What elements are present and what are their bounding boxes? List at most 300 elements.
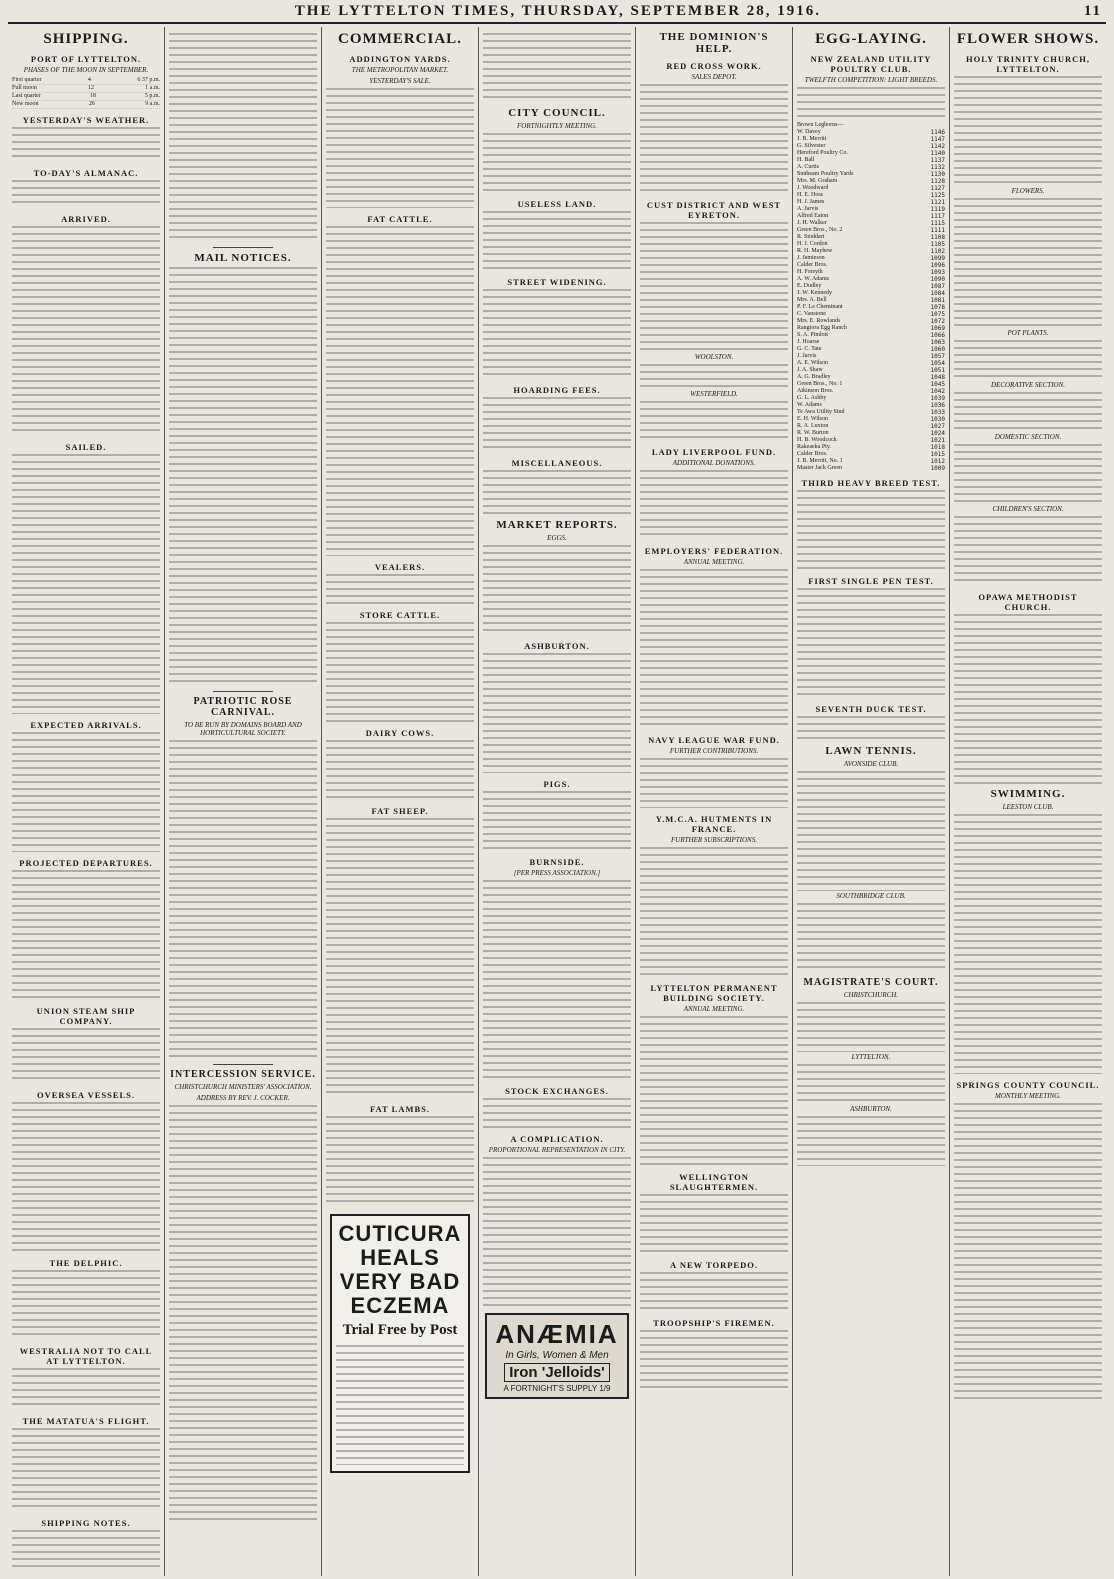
- store-cattle-text: [326, 622, 474, 722]
- delphic-text: [12, 1270, 160, 1340]
- westerfield-sub: WESTERFIELD.: [690, 390, 738, 398]
- egg-table-row: [797, 206, 945, 213]
- court-christchurch-text: [797, 1002, 945, 1052]
- egg-table-row: [797, 227, 945, 234]
- column-council-markets: [479, 27, 636, 1576]
- egg-table-row: [797, 192, 945, 199]
- burnside-heading: BURNSIDE.: [529, 857, 585, 867]
- springs-council-text: [954, 1103, 1102, 1403]
- egg-table-row: [797, 360, 945, 367]
- egg-entrant-score: 1142: [930, 143, 945, 150]
- proportional-representation-sub: PROPORTIONAL REPRESENTATION IN CITY.: [488, 1146, 626, 1154]
- avonside-sub: AVONSIDE CLUB.: [843, 760, 899, 768]
- arrived-heading: ARRIVED.: [61, 214, 111, 224]
- weather-text: [12, 127, 160, 162]
- cuticura-ad-title: CUTICURA HEALS VERY BAD ECZEMA: [338, 1221, 462, 1318]
- matatua-text: [12, 1428, 160, 1512]
- egg-entrant-name: J. Jarvis: [797, 353, 817, 359]
- egg-entrant-score: 1078: [930, 304, 945, 311]
- heavy-breed-heading: THIRD HEAVY BREED TEST.: [801, 478, 941, 488]
- egg-table-row: [797, 136, 945, 143]
- egg-entrant-score: 1042: [930, 388, 945, 395]
- intercession-address: ADDRESS BY REV. J. COCKER.: [196, 1094, 290, 1102]
- cust-district-text: [640, 222, 788, 352]
- egg-table-row: [797, 178, 945, 185]
- egg-entrant-score: 1030: [930, 416, 945, 423]
- egg-entrant-score: 1048: [930, 374, 945, 381]
- mail-notices-text: [169, 267, 317, 687]
- masthead: [8, 4, 1106, 24]
- lady-liverpool-heading: LADY LIVERPOOL FUND.: [651, 447, 777, 457]
- wellington-slaughtermen-text: [640, 1194, 788, 1254]
- sailed-heading: SAILED.: [65, 442, 107, 452]
- sales-depot-text: [640, 84, 788, 194]
- egg-laying-table: [797, 122, 945, 472]
- anaemia-ad-price: A FORTNIGHT'S SUPPLY 1/9: [503, 1384, 611, 1393]
- competition-intro-text: [797, 87, 945, 122]
- cuticura-ad-text: [336, 1345, 464, 1465]
- egg-entrant-score: 1039: [930, 395, 945, 402]
- egg-table-row: [797, 381, 945, 388]
- egg-entrant-name: W. Davey: [797, 129, 821, 135]
- dominions-help-heading: THE DOMINION'S HELP.: [659, 31, 769, 55]
- southbridge-text: [797, 903, 945, 973]
- southbridge-sub: SOUTHBRIDGE CLUB.: [836, 892, 906, 900]
- fat-sheep-heading: FAT SHEEP.: [371, 806, 429, 816]
- egg-table-row: [797, 171, 945, 178]
- egg-laying-heading: EGG-LAYING.: [815, 31, 927, 47]
- egg-table-row: [797, 409, 945, 416]
- egg-table-row: [797, 262, 945, 269]
- decorative-text: [954, 392, 1102, 432]
- leeston-sub: LEESTON CLUB.: [1002, 803, 1054, 811]
- egg-entrant-score: 1093: [930, 269, 945, 276]
- eggs-text: [483, 545, 631, 635]
- heavy-breed-text: [797, 490, 945, 570]
- shipping-notes-text: [12, 1530, 160, 1570]
- twelfth-competition-sub: TWELFTH COMPETITION: LIGHT BREEDS.: [804, 76, 938, 84]
- egg-table-row: [797, 122, 945, 129]
- egg-entrant-name: H. E. Hoss: [797, 192, 824, 198]
- column-notices: [165, 27, 322, 1576]
- egg-entrant-name: Calder Bros.: [797, 262, 828, 268]
- intercession-heading: INTERCESSION SERVICE.: [170, 1069, 316, 1080]
- egg-entrant-name: W. Adams: [797, 402, 822, 408]
- egg-table-row: [797, 157, 945, 164]
- torpedo-heading: A NEW TORPEDO.: [670, 1260, 758, 1270]
- egg-entrant-score: 1121: [930, 199, 945, 206]
- egg-entrant-score: 1081: [930, 297, 945, 304]
- ymca-sub: FURTHER SUBSCRIPTIONS.: [671, 836, 757, 844]
- egg-table-row: [797, 458, 945, 465]
- egg-entrant-name: J. B. Merritt: [797, 136, 827, 142]
- delphic-heading: THE DELPHIC.: [49, 1258, 123, 1268]
- matatua-heading: THE MATATUA'S FLIGHT.: [22, 1416, 150, 1426]
- divider: [213, 1064, 272, 1065]
- egg-table-row: [797, 269, 945, 276]
- employers-text: [640, 569, 788, 729]
- intercession-sub: CHRISTCHURCH MINISTERS' ASSOCIATION.: [174, 1083, 312, 1091]
- court-ashburton-text: [797, 1116, 945, 1166]
- useless-land-text: [483, 211, 631, 271]
- egg-entrant-score: 1084: [930, 290, 945, 297]
- arrived-text: [12, 226, 160, 436]
- pigs-heading: PIGS.: [543, 779, 571, 789]
- dairy-cows-heading: DAIRY COWS.: [365, 728, 435, 738]
- egg-entrant-name: Mrs. A. Bell: [797, 297, 827, 303]
- egg-entrant-name: J. B. Merritt, No. 1: [797, 458, 843, 464]
- egg-table-row: [797, 220, 945, 227]
- complication-heading: A COMPLICATION.: [510, 1134, 604, 1144]
- employers-sub: ANNUAL MEETING.: [683, 558, 745, 566]
- egg-table-row: [797, 437, 945, 444]
- egg-entrant-score: 1066: [930, 332, 945, 339]
- shipping-notes-heading: SHIPPING NOTES.: [41, 1518, 131, 1528]
- egg-entrant-name: Master Jack Green: [797, 465, 842, 471]
- court-lyttelton-sub: LYTTELTON.: [851, 1053, 891, 1061]
- egg-entrant-score: 1117: [930, 213, 945, 220]
- egg-entrant-name: R. W. Burton: [797, 430, 829, 436]
- lady-liverpool-text: [640, 470, 788, 540]
- fat-sheep-text: [326, 818, 474, 1098]
- avonside-text: [797, 771, 945, 891]
- egg-entrant-name: Green Bros., No. 1: [797, 381, 843, 387]
- commercial-heading: COMMERCIAL.: [338, 31, 462, 47]
- egg-entrant-score: 1127: [930, 185, 945, 192]
- egg-table-row: [797, 374, 945, 381]
- egg-entrant-score: 1072: [930, 318, 945, 325]
- egg-entrant-name: R. H. Mayhew: [797, 248, 833, 254]
- column-shipping: [8, 27, 165, 1576]
- projected-heading: PROJECTED DEPARTURES.: [19, 858, 153, 868]
- almanac-heading: TO-DAY'S ALMANAC.: [33, 168, 139, 178]
- egg-entrant-name: A. E. Wilson: [797, 360, 828, 366]
- egg-table-row: [797, 255, 945, 262]
- egg-entrant-score: 1036: [930, 402, 945, 409]
- red-cross-heading: RED CROSS WORK.: [666, 61, 762, 71]
- childrens-sub: CHILDREN'S SECTION.: [992, 505, 1064, 513]
- commercial-continued-text: [483, 33, 631, 103]
- moon-phase-row: Last quarter 18 5 p.m.: [12, 93, 160, 99]
- egg-table-row: [797, 318, 945, 325]
- egg-table-row: [797, 164, 945, 171]
- moon-heading: PHASES OF THE MOON IN SEPTEMBER.: [23, 66, 149, 74]
- flowers-sub: FLOWERS.: [1011, 187, 1045, 195]
- troopship-text: [640, 1330, 788, 1390]
- sales-depot-sub: SALES DEPOT.: [691, 73, 737, 81]
- leeston-text: [954, 814, 1102, 1074]
- egg-entrant-score: 1015: [930, 451, 945, 458]
- egg-table-row: [797, 304, 945, 311]
- egg-entrant-score: 1125: [930, 192, 945, 199]
- cust-district-heading: CUST DISTRICT AND WEST EYRETON.: [646, 200, 782, 220]
- egg-entrant-name: E. H. Wilson: [797, 416, 828, 422]
- egg-entrant-score: 1021: [930, 437, 945, 444]
- springs-council-sub: MONTHLY MEETING.: [995, 1092, 1061, 1100]
- egg-table-row: [797, 339, 945, 346]
- pot-plants-sub: POT PLANTS.: [1007, 329, 1049, 337]
- flowers-text: [954, 198, 1102, 328]
- egg-entrant-name: R. Stoddart: [797, 234, 825, 240]
- anaemia-ad-product: Iron 'Jelloids': [504, 1363, 610, 1382]
- masthead-title: THE LYTTELTON TIMES, THURSDAY, SEPTEMBER 28, 1916.: [294, 3, 822, 19]
- hoarding-fees-heading: HOARDING FEES.: [513, 385, 601, 395]
- troopship-heading: TROOPSHIP'S FIREMEN.: [653, 1318, 775, 1328]
- egg-entrant-name: Mrs. M. Graham: [797, 178, 838, 184]
- egg-entrant-name: J. Jamieson: [797, 255, 825, 261]
- egg-entrant-name: J. A. Shaw: [797, 367, 823, 373]
- egg-table-row: [797, 332, 945, 339]
- column-commercial: [322, 27, 479, 1576]
- miscellaneous-text: [483, 470, 631, 515]
- city-council-sub: FORTNIGHTLY MEETING.: [517, 122, 597, 130]
- egg-table-row: [797, 388, 945, 395]
- egg-table-row: [797, 234, 945, 241]
- egg-entrant-score: 1033: [930, 409, 945, 416]
- egg-entrant-score: 1105: [930, 241, 945, 248]
- egg-entrant-name: Brown Leghorns—: [797, 122, 844, 128]
- egg-table-row: [797, 248, 945, 255]
- union-heading: UNION STEAM SHIP COMPANY.: [36, 1006, 136, 1026]
- egg-entrant-score: 1075: [930, 311, 945, 318]
- sailed-text: [12, 454, 160, 714]
- egg-table-row: [797, 150, 945, 157]
- rose-carnival-text: [169, 740, 317, 1060]
- egg-table-row: [797, 241, 945, 248]
- egg-entrant-name: A. Curtis: [797, 164, 820, 170]
- pigs-text: [483, 791, 631, 851]
- springs-council-heading: SPRINGS COUNTY COUNCIL.: [956, 1080, 1100, 1090]
- single-pen-heading: FIRST SINGLE PEN TEST.: [808, 576, 934, 586]
- egg-entrant-score: 1140: [930, 150, 945, 157]
- egg-table-row: [797, 297, 945, 304]
- complication-text: [483, 1157, 631, 1307]
- pot-plants-text: [954, 340, 1102, 380]
- egg-table-row: [797, 283, 945, 290]
- overseas-text: [12, 1102, 160, 1252]
- rose-carnival-heading: PATRIOTIC ROSE CARNIVAL.: [193, 696, 293, 718]
- egg-entrant-name: G. L. Ashby: [797, 395, 827, 401]
- egg-entrant-name: H. Forsyth: [797, 269, 823, 275]
- building-society-heading: LYTTELTON PERMANENT BUILDING SOCIETY.: [650, 983, 778, 1003]
- egg-entrant-name: R. A. Luxton: [797, 423, 829, 429]
- expected-text: [12, 732, 160, 852]
- egg-entrant-name: Mrs. E. Rowlands: [797, 318, 841, 324]
- moon-phase-list: [12, 77, 160, 109]
- egg-entrant-score: 1147: [930, 136, 945, 143]
- hoarding-fees-text: [483, 397, 631, 452]
- egg-entrant-name: G. Silvester: [797, 143, 826, 149]
- overseas-heading: OVERSEA VESSELS.: [36, 1090, 136, 1100]
- egg-entrant-score: 1111: [930, 227, 945, 234]
- egg-entrant-name: J. W. Kennedy: [797, 290, 832, 296]
- yesterdays-sale-sub: YESTERDAY'S SALE.: [369, 77, 431, 85]
- single-pen-text: [797, 588, 945, 698]
- egg-entrant-name: Atkinson Bros.: [797, 388, 834, 394]
- divider: [213, 691, 272, 692]
- ashburton-market-text: [483, 653, 631, 773]
- stock-exchanges-heading: STOCK EXCHANGES.: [505, 1086, 609, 1096]
- column-egg-laying: [793, 27, 950, 1576]
- egg-entrant-score: 1099: [930, 255, 945, 262]
- egg-entrant-name: P. F. Le Cheminant: [797, 304, 843, 310]
- moon-phase-row: First quarter 4 6 37 p.m.: [12, 77, 160, 83]
- weather-heading: YESTERDAY'S WEATHER.: [22, 115, 150, 125]
- addington-heading: ADDINGTON YARDS.: [349, 54, 451, 64]
- egg-entrant-score: 1060: [930, 346, 945, 353]
- opawa-text: [954, 614, 1102, 784]
- egg-table-row: [797, 185, 945, 192]
- press-association-sub: [PER PRESS ASSOCIATION.]: [513, 869, 601, 877]
- metro-market-sub: THE METROPOLITAN MARKET.: [351, 66, 449, 74]
- egg-entrant-score: 1018: [930, 444, 945, 451]
- anaemia-ad-sub: In Girls, Women & Men: [505, 1350, 609, 1361]
- almanac-text: [12, 180, 160, 208]
- woolston-sub: WOOLSTON.: [694, 353, 734, 361]
- egg-table-row: [797, 430, 945, 437]
- magistrates-court-heading: MAGISTRATE'S COURT.: [803, 977, 939, 988]
- rose-carnival-sub: TO BE RUN BY DOMAINS BOARD AND HORTICULTURAL SOCIETY.: [184, 721, 302, 737]
- childrens-text: [954, 516, 1102, 586]
- egg-entrant-name: H. B. Woodcock: [797, 437, 837, 443]
- egg-entrant-name: Alfred Eaton: [797, 213, 829, 219]
- projected-text: [12, 870, 160, 1000]
- egg-table-row: [797, 353, 945, 360]
- domestic-sub: DOMESTIC SECTION.: [994, 433, 1062, 441]
- egg-entrant-name: E. Dudley: [797, 283, 822, 289]
- expected-heading: EXPECTED ARRIVALS.: [30, 720, 142, 730]
- egg-entrant-score: 1009: [930, 465, 945, 472]
- egg-table-row: [797, 143, 945, 150]
- egg-entrant-score: 1108: [930, 234, 945, 241]
- domestic-text: [954, 444, 1102, 504]
- fat-lambs-heading: FAT LAMBS.: [369, 1104, 431, 1114]
- holy-trinity-text: [954, 76, 1102, 186]
- egg-table-row: [797, 346, 945, 353]
- egg-table-row: [797, 451, 945, 458]
- egg-entrant-score: 1045: [930, 381, 945, 388]
- westralia-heading: WESTRALIA NOT TO CALL AT LYTTELTON.: [19, 1346, 153, 1366]
- column-flower-shows: [950, 27, 1106, 1576]
- burnside-text: [483, 880, 631, 1080]
- shipping-continued-text: [169, 33, 317, 243]
- sale-text: [326, 88, 474, 208]
- store-cattle-heading: STORE CATTLE.: [359, 610, 441, 620]
- port-heading: PORT OF LYTTELTON.: [30, 54, 142, 64]
- lady-liverpool-sub: ADDITIONAL DONATIONS.: [672, 459, 756, 467]
- ashburton-market-heading: ASHBURTON.: [524, 641, 590, 651]
- egg-entrant-score: 1054: [930, 360, 945, 367]
- flower-shows-heading: FLOWER SHOWS.: [956, 31, 1100, 47]
- egg-entrant-score: 1130: [930, 171, 945, 178]
- street-widening-text: [483, 289, 631, 379]
- egg-entrant-name: A. G. Bradley: [797, 374, 831, 380]
- egg-table-row: [797, 213, 945, 220]
- columns: [8, 27, 1106, 1576]
- egg-table-row: [797, 276, 945, 283]
- miscellaneous-heading: MISCELLANEOUS.: [511, 458, 603, 468]
- egg-table-row: [797, 129, 945, 136]
- wellington-slaughtermen-heading: WELLINGTON SLAUGHTERMEN.: [669, 1172, 759, 1192]
- navy-league-heading: NAVY LEAGUE WAR FUND.: [648, 735, 780, 745]
- eggs-sub: EGGS.: [547, 534, 567, 542]
- egg-table-row: [797, 423, 945, 430]
- egg-table-row: [797, 402, 945, 409]
- westerfield-text: [640, 401, 788, 441]
- egg-entrant-score: 1087: [930, 283, 945, 290]
- court-christchurch-sub: CHRISTCHURCH.: [843, 991, 899, 999]
- poultry-club-heading: NEW ZEALAND UTILITY POULTRY CLUB.: [810, 54, 932, 74]
- market-reports-heading: MARKET REPORTS.: [496, 519, 618, 531]
- fat-cattle-text: [326, 226, 474, 556]
- egg-table-row: [797, 199, 945, 206]
- egg-table-row: [797, 444, 945, 451]
- egg-table-row: [797, 367, 945, 374]
- egg-entrant-score: 1128: [930, 178, 945, 185]
- street-widening-heading: STREET WIDENING.: [507, 277, 607, 287]
- column-dominions-help: [636, 27, 793, 1576]
- egg-table-row: [797, 290, 945, 297]
- egg-entrant-name: Te Awa Utility Stud: [797, 409, 845, 415]
- egg-entrant-score: 1090: [930, 276, 945, 283]
- vealers-text: [326, 574, 474, 604]
- egg-table-row: [797, 311, 945, 318]
- egg-entrant-name: G. C. Tate: [797, 346, 822, 352]
- navy-league-text: [640, 758, 788, 808]
- egg-entrant-score: 1096: [930, 262, 945, 269]
- court-ashburton-sub: ASHBURTON.: [850, 1105, 892, 1113]
- union-text: [12, 1028, 160, 1084]
- egg-table-row: [797, 416, 945, 423]
- building-society-sub: ANNUAL MEETING.: [683, 1005, 745, 1013]
- egg-entrant-name: Rakeaeka Pty.: [797, 444, 831, 450]
- egg-entrant-name: H. Ball: [797, 157, 815, 163]
- page-number: 11: [1083, 3, 1102, 19]
- egg-entrant-name: Green Bros., No. 2: [797, 227, 843, 233]
- egg-entrant-name: Hereford Poultry Co.: [797, 150, 848, 156]
- egg-table-row: [797, 325, 945, 332]
- moon-phase-row: New moon 26 9 a.m.: [12, 101, 160, 107]
- egg-table-row: [797, 465, 945, 472]
- city-council-heading: CITY COUNCIL.: [508, 107, 606, 119]
- egg-entrant-score: 1102: [930, 248, 945, 255]
- stock-exchanges-text: [483, 1098, 631, 1128]
- egg-entrant-name: A. W. Adams: [797, 276, 830, 282]
- egg-entrant-name: Rangiora Egg Ranch: [797, 325, 847, 331]
- egg-entrant-name: J. Hoarse: [797, 339, 820, 345]
- egg-entrant-name: Calder Bros.: [797, 451, 828, 457]
- lawn-tennis-heading: LAWN TENNIS.: [825, 745, 917, 757]
- egg-entrant-score: 1051: [930, 367, 945, 374]
- cuticura-advertisement: [330, 1214, 470, 1473]
- egg-entrant-score: 1063: [930, 339, 945, 346]
- fat-cattle-heading: FAT CATTLE.: [367, 214, 433, 224]
- egg-entrant-name: H. J. Cordon: [797, 241, 828, 247]
- ymca-text: [640, 847, 788, 977]
- shipping-heading: SHIPPING.: [43, 31, 129, 47]
- egg-entrant-name: J. H. Walker: [797, 220, 827, 226]
- court-lyttelton-text: [797, 1064, 945, 1104]
- duck-test-heading: SEVENTH DUCK TEST.: [815, 704, 927, 714]
- torpedo-text: [640, 1272, 788, 1312]
- swimming-heading: SWIMMING.: [990, 788, 1066, 800]
- egg-entrant-name: J. Woodward: [797, 185, 829, 191]
- egg-entrant-score: 1012: [930, 458, 945, 465]
- cuticura-ad-sub: Trial Free by Post: [342, 1322, 458, 1338]
- egg-entrant-score: 1119: [930, 206, 945, 213]
- egg-entrant-name: A. Jarvis: [797, 206, 819, 212]
- egg-entrant-score: 1024: [930, 430, 945, 437]
